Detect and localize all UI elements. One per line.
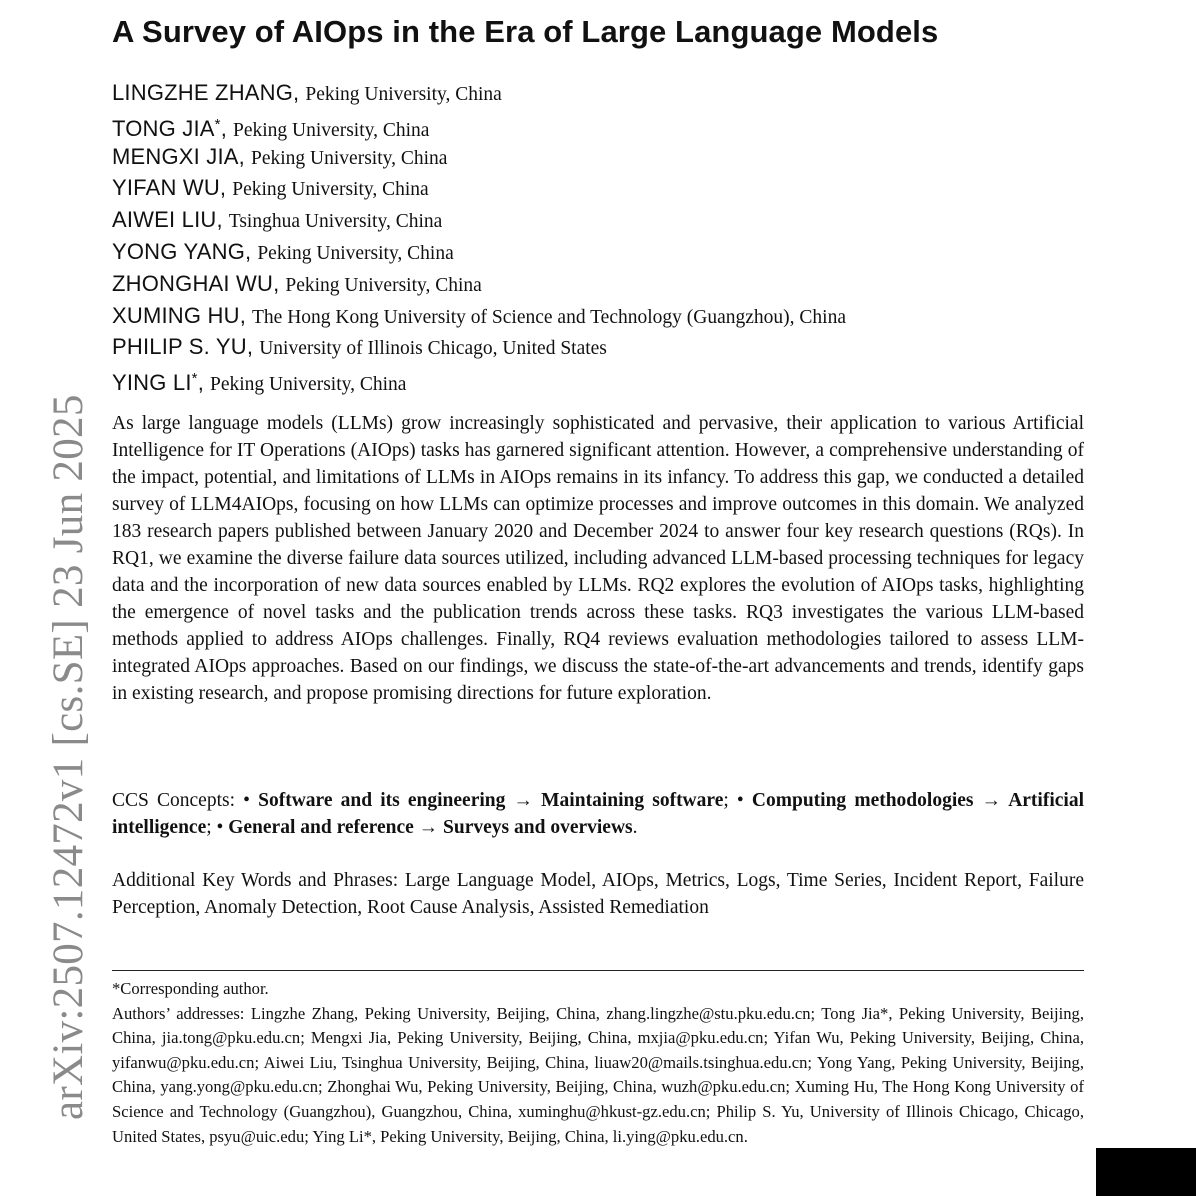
author-affiliation: Peking University, China: [210, 374, 407, 396]
corresponding-author-mark: *: [191, 370, 198, 388]
author-affiliation: Peking University, China: [305, 84, 502, 105]
abstract: As large language models (LLMs) grow increasingly sophisticated and pervasive, their application to various Artificial Intelligence for IT Operations (AIOps) tasks has garnered significant attention. However, a comprehensive understanding of the impact, potential, and limitations of LLMs in AIOps remains in its infancy. To address this gap, we conducted a detailed survey of LLM4AIOps, focusing on how LLMs can optimize processes and improve outcomes in this domain. We analyzed 183 research papers published between January 2020 and December 2024 to answer four key research questions (RQs). In RQ1, we examine the diverse failure data sources utilized, including advanced LLM-based processing techniques for legacy data and the incorporation of new data sources enabled by LLMs. RQ2 explores the evolution of AIOps tasks, highlighting the emergence of novel tasks and the publication trends across these tasks. RQ3 investigates the various LLM-based methods applied to address AIOps challenges. Finally, RQ4 reviews evaluation methodologies tailored to assess LLM-integrated AIOps approaches. Based on our findings, we discuss the state-of-the-art advancements and trends, identify gaps in existing research, and propose promising directions for future exploration.: [112, 413, 1084, 704]
author-entry: [112, 77, 1112, 109]
author-entry: [112, 268, 1112, 300]
author-affiliation: Peking University, China: [257, 242, 454, 264]
author-affiliation: University of Illinois Chicago, United States: [259, 338, 607, 360]
author-addresses: Authors’ addresses: Lingzhe Zhang, Peking University, Beijing, China, zhang.lingzhe@stu.pku.edu.cn; Tong Jia*, Peking University, Beijing, China, jia.tong@pku.edu.cn; Mengxi Jia, Peking University, Beijing, China, mxjia@pku.edu.cn; Yifan Wu, Peking University, Beijing, China, yifanwu@pku.edu.cn; Aiwei Liu, Tsinghua University, Beijing, China, liuaw20@mails.​tsinghua.edu.cn; Yong Yang, Peking University, Beijing, China, yang.yong@pku.edu.cn; Zhonghai Wu, Peking University, Beijing, China, wuzh@pku.edu.cn; Xuming Hu, The Hong Kong University of Science and Technology (Guangzhou), Guangzhou, China, xuminghu@hkust-gz.edu.cn; Philip S. Yu, University of Illinois Chicago, Chicago, United States, psyu@uic.edu; Ying Li*, Peking University, Beijing, China, li.ying@pku.edu.cn.: [112, 1003, 1084, 1146]
author-affiliation: The Hong Kong University of Science and Technology (Guangzhou), China: [252, 306, 846, 328]
ccs-concept: Computing methodologies → Artificial intelligence: [112, 790, 1084, 838]
author-entry: [112, 300, 1112, 332]
author-name: ZHONGHAI WU,: [112, 270, 280, 296]
author-entry: [112, 141, 1112, 173]
paper-title: A Survey of AIOps in the Era of Large Language Models: [112, 14, 939, 49]
ccs-concept: Software and its engineering → Maintaining software: [258, 790, 724, 811]
author-entry: [112, 236, 1112, 268]
corresponding-author-note: *Corresponding author.: [112, 979, 269, 998]
author-name: PHILIP S. YU,: [112, 334, 254, 360]
author-affiliation: Peking University, China: [233, 119, 430, 141]
author-entry: [112, 363, 1112, 395]
author-affiliation: Tsinghua University, China: [228, 211, 443, 233]
author-name: XUMING HU,: [112, 302, 246, 328]
author-name: LINGZHE ZHANG,: [112, 80, 300, 105]
author-affiliation: Peking University, China: [285, 274, 482, 296]
author-name: YIFAN WU,: [112, 175, 227, 201]
footnote-divider: [112, 970, 1084, 971]
author-list: [112, 77, 1112, 395]
author-name: YING LI*,: [112, 370, 205, 396]
ccs-concepts: CCS Concepts: • Software and its engineering → Maintaining software; • Computing methodologies → Artificial intelligence; • General and reference → Surveys and overviews.: [112, 790, 1084, 838]
author-affiliation: Peking University, China: [232, 179, 429, 201]
author-name: AIWEI LIU,: [112, 207, 223, 233]
author-entry: [112, 172, 1112, 204]
author-name: MENGXI JIA,: [112, 143, 245, 169]
ccs-label: CCS Concepts: •: [112, 790, 259, 811]
author-entry: [112, 204, 1112, 236]
page-corner-block: [1096, 1148, 1196, 1196]
corresponding-author-mark: *: [214, 115, 221, 133]
footnotes: [112, 977, 1084, 1149]
author-affiliation: Peking University, China: [251, 147, 448, 169]
keywords: Additional Key Words and Phrases: Large Language Model, AIOps, Metrics, Logs, Time Series, Incident Report, Failure Perception, Anomaly Detection, Root Cause Analysis, Assisted Remediation: [112, 870, 1084, 918]
author-entry: [112, 109, 1112, 141]
ccs-concept: General and reference → Surveys and overviews: [228, 817, 633, 838]
author-name: YONG YANG,: [112, 238, 252, 264]
arxiv-identifier-stamp: arXiv:2507.12472v1 [cs.SE] 23 Jun 2025: [45, 394, 92, 1120]
author-entry: [112, 331, 1112, 363]
author-name: TONG JIA*,: [112, 115, 228, 141]
